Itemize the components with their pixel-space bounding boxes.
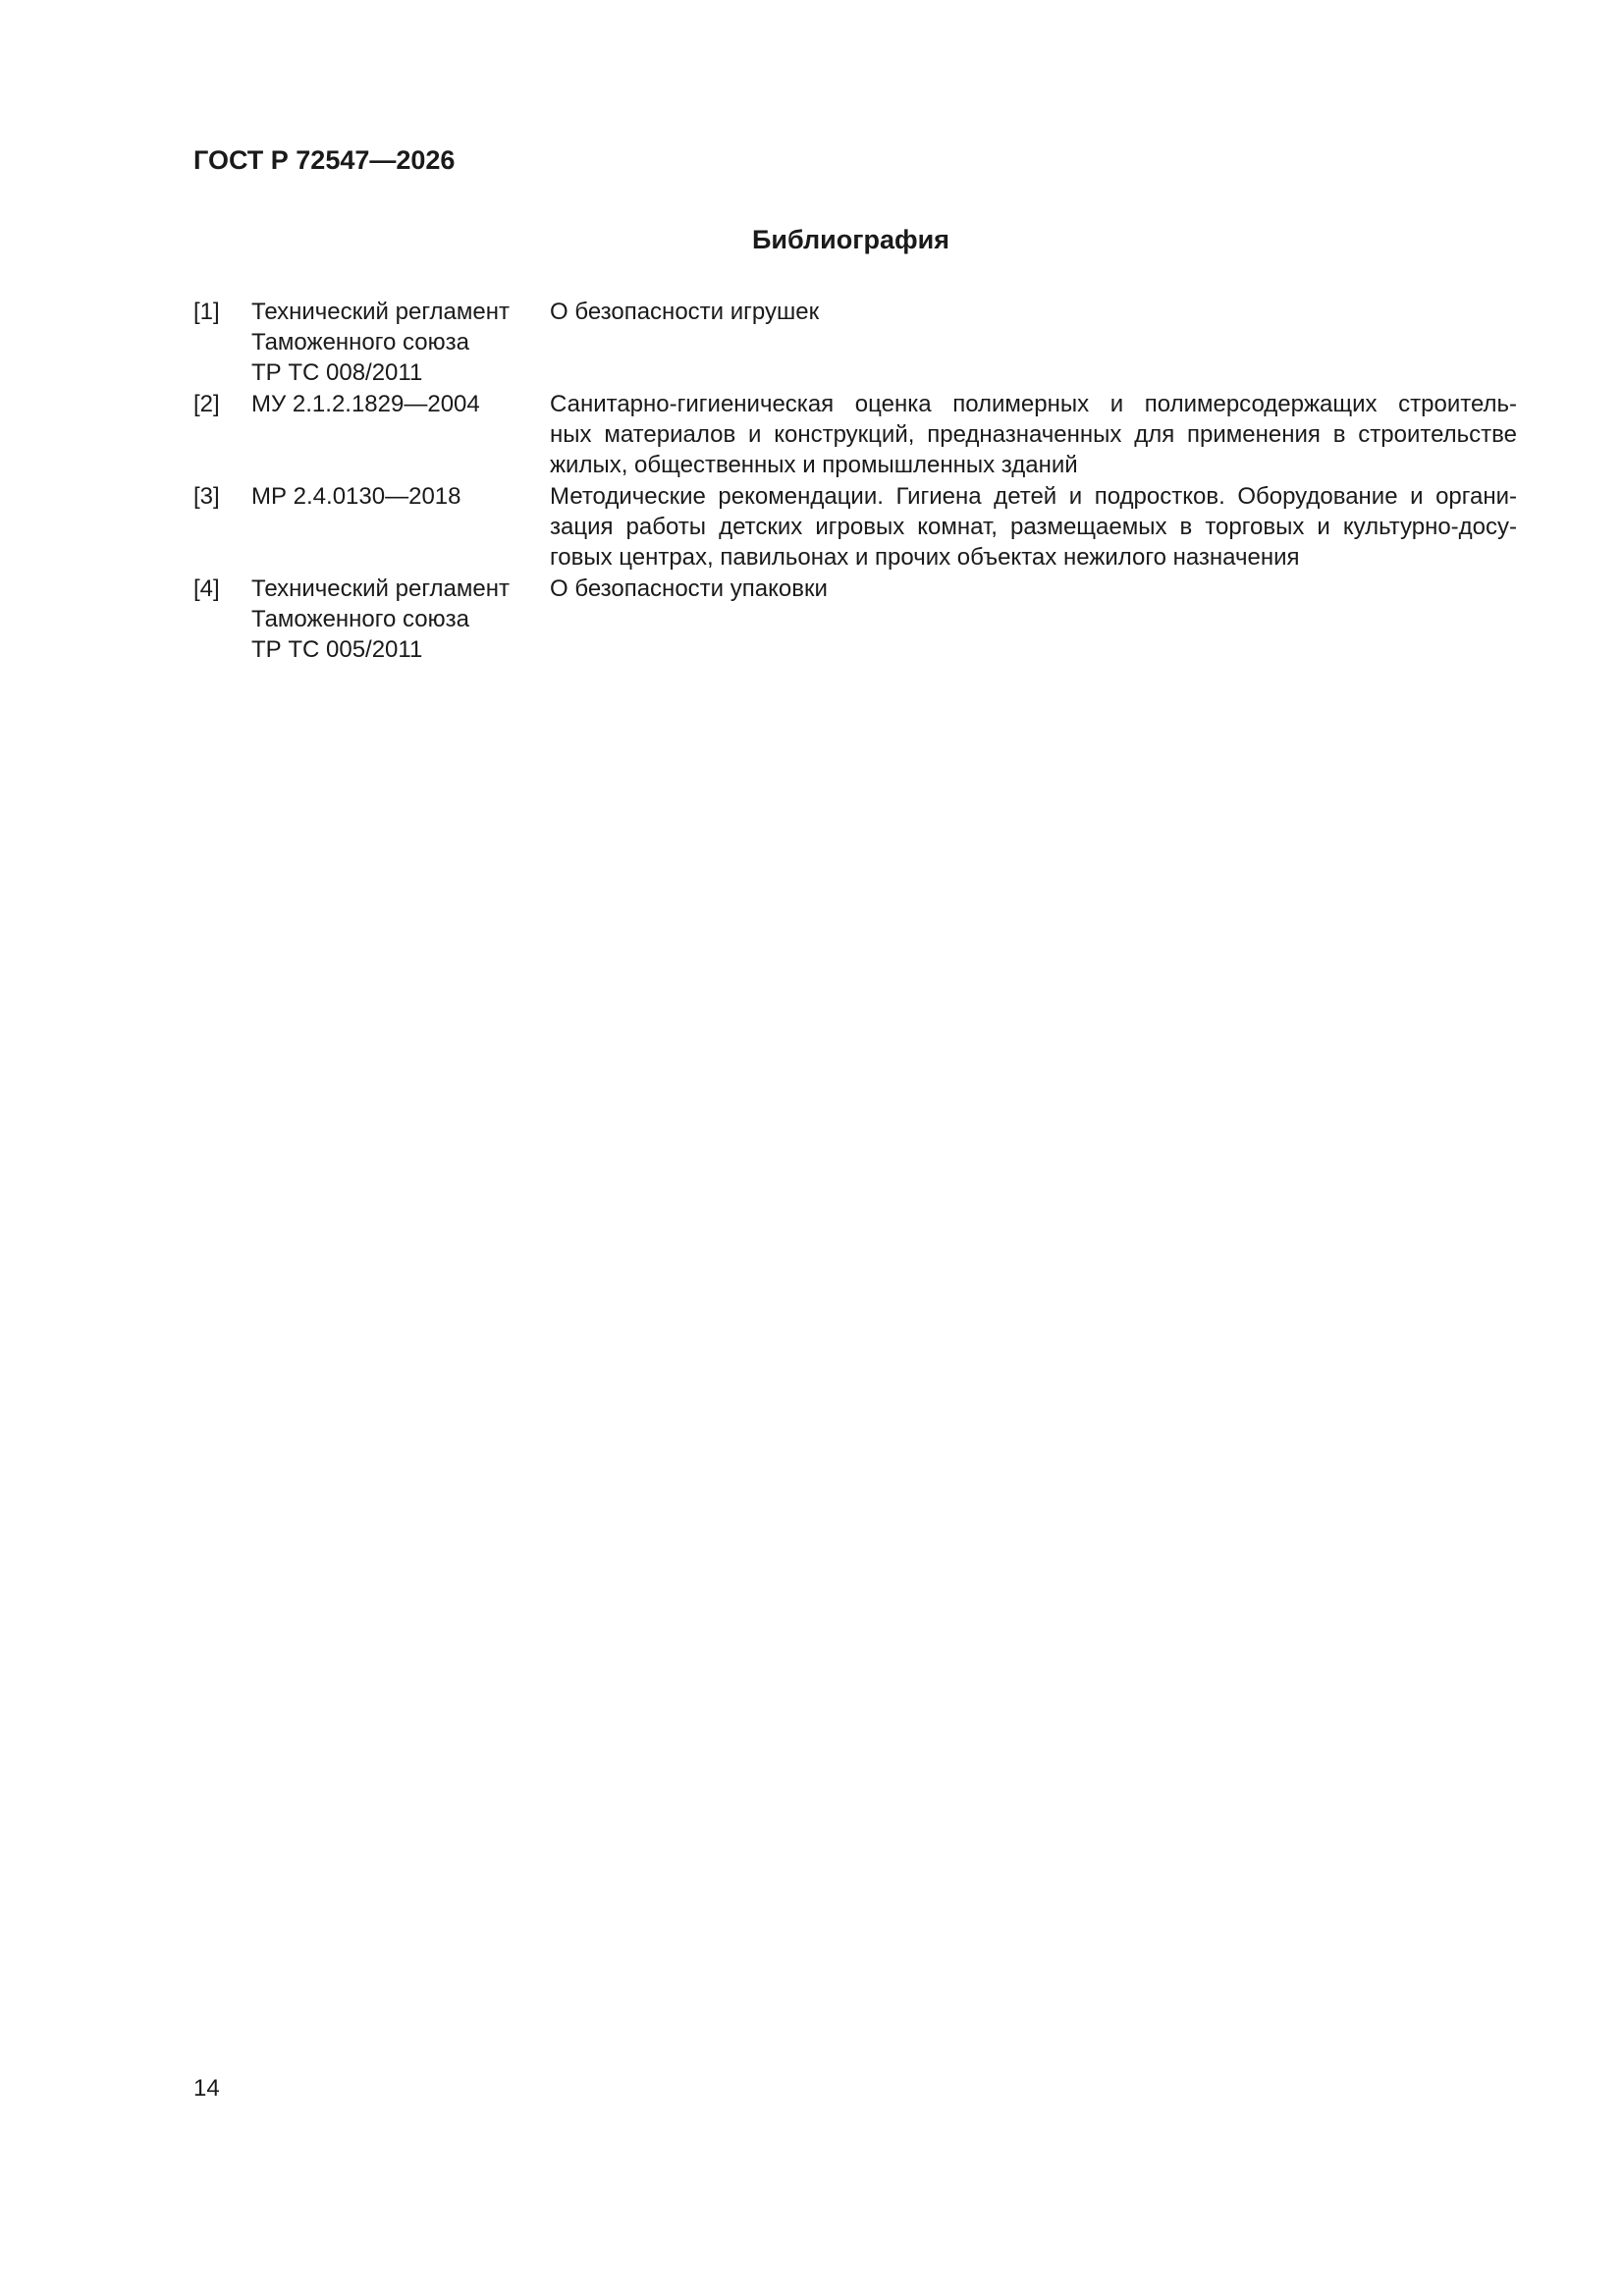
entry-description — [550, 574, 1517, 665]
entry-reference-line: ТР ТС 005/2011 — [251, 636, 423, 663]
entry-description — [550, 297, 1517, 388]
entry-reference-line: Таможенного союза — [251, 329, 469, 355]
bibliography-entry — [193, 389, 1517, 480]
entry-description-line: Методические рекомендации. Гигиена детей и подростков. Оборудование и органи- — [550, 483, 1517, 510]
entry-reference-line: МУ 2.1.2.1829—2004 — [251, 391, 480, 417]
entry-description-line: О безопасности упаковки — [550, 575, 828, 602]
entry-number: [4] — [193, 575, 220, 602]
entry-description-line: жилых, общественных и промышленных зданий — [550, 452, 1078, 478]
entry-reference-line: Технический регламент — [251, 299, 510, 325]
bibliography-entry — [193, 481, 1517, 573]
entry-reference — [251, 574, 550, 665]
document-code: ГОСТ Р 72547—2026 — [193, 145, 456, 175]
entry-description-line: О безопасности игрушек — [550, 299, 820, 325]
page-number: 14 — [193, 2075, 220, 2102]
entry-description-line: говых центрах, павильонах и прочих объектах нежилого назначения — [550, 544, 1300, 571]
entry-number: [1] — [193, 299, 220, 325]
entry-number: [3] — [193, 483, 220, 510]
entry-reference — [251, 389, 550, 480]
entry-reference — [251, 481, 550, 573]
entry-reference-line: МР 2.4.0130—2018 — [251, 483, 461, 510]
entry-reference-line: Таможенного союза — [251, 606, 469, 632]
entry-number: [2] — [193, 391, 220, 417]
entry-reference-line: ТР ТС 008/2011 — [251, 359, 423, 386]
entry-description — [550, 481, 1517, 573]
bibliography-title: Библиография — [752, 225, 949, 254]
entry-description-line: Санитарно-гигиеническая оценка полимерных и полимерсодержащих строитель- — [550, 391, 1517, 417]
bibliography-entry — [193, 297, 1517, 388]
entry-description-line: ных материалов и конструкций, предназначенных для применения в строительстве — [550, 421, 1517, 448]
entry-description-line: зация работы детских игровых комнат, размещаемых в торговых и культурно-досу- — [550, 514, 1517, 540]
entry-description — [550, 389, 1517, 480]
entry-reference-line: Технический регламент — [251, 575, 510, 602]
bibliography-entry — [193, 574, 1517, 665]
bibliography-list — [193, 297, 1517, 665]
entry-reference — [251, 297, 550, 388]
